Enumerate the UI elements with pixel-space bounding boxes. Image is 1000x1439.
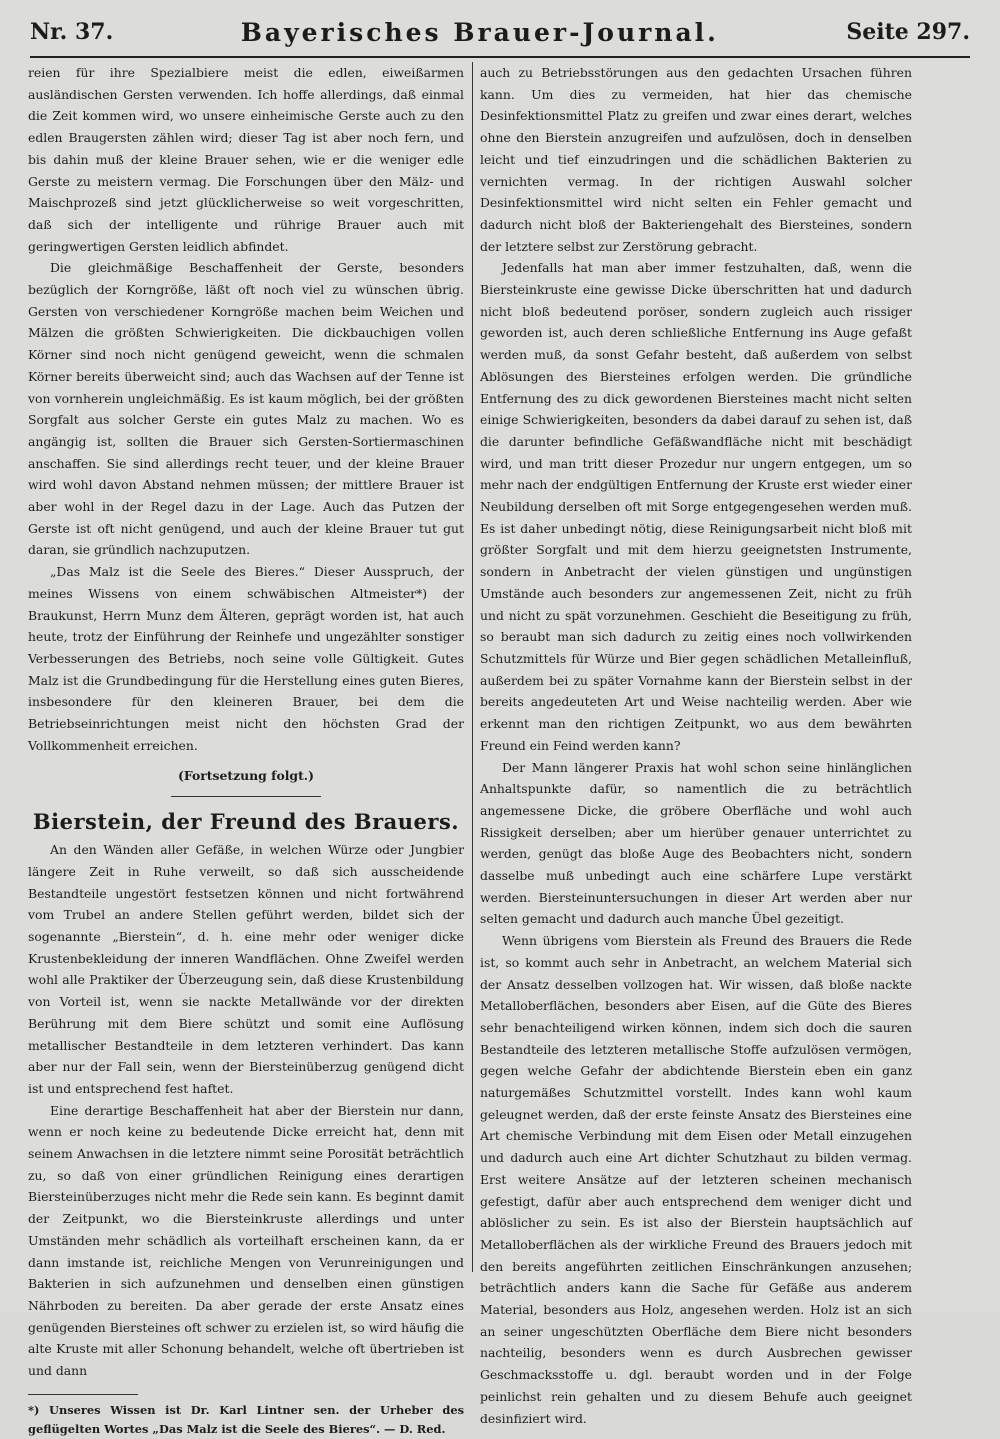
article-title: Bierstein, der Freund des Brauers. [32,809,460,835]
right-column [480,62,912,1426]
footnote-rule [28,1394,138,1395]
header-rule [30,56,970,58]
paragraph: Wenn übrigens vom Bierstein als Freund des Brauers die Rede ist, so kommt auch sehr in Anbetracht, an welchem Material sich der Ansatz desselben vollzogen hat. Wir wissen, daß bloße nackte Metalloberflächen, besonders aber Eisen, auf die Güte des Bieres sehr benachteiligend wirken können, indem sich doch die sauren Bestandteile des letzteren metallische Stoffe aufzulösen vermögen, gegen welche Gefahr der abdichtende Bierstein eben ein ganz naturgemäßes Schutzmittel vorstellt. Indes kann wohl kaum geleugnet werden, daß der erste feinste Ansatz des Biersteines eine Art chemische Verbindung mit dem Eisen oder Metall einzugehen und dadurch auch eine Art dichter Schutzhaut zu bilden vermag. Erst weitere Ansätze auf der letzteren scheinen mechanisch gefestigt, dafür aber auch entsprechend dem weniger dicht und ablöslicher zu sein. Es ist also der Bierstein hauptsächlich auf Metalloberflächen als der wirkliche Freund des Brauers jedoch mit den bereits angeführten zeitlichen Einschränkungen anzusehen; beträchtlich anders kann die Sache für Gefäße aus anderem Material, besonders aus Holz, angesehen werden. Holz ist an sich an seiner ungeschützten Oberfläche dem Biere nicht besonders nachteilig, besonders wenn es durch Ausbrechen gewisser Geschmacksstoffe u. dgl. beraubt worden und in der Folge peinlichst rein gehalten und zu diesem Behufe auch geeignet desinfiziert wird. [480,933,912,1426]
paragraph: Der Mann längerer Praxis hat wohl schon seine hinlänglichen Anhaltspunkte dafür, so namentlich die zu beträchtlich angemessene Dicke, die gröbere Oberfläche und wohl auch Rissigkeit derselben; aber um hierüber genauer unterrichtet zu werden, genügt das bloße Auge des Beobachters nicht, sondern dasselbe muß unbedingt auch eine schärfere Lupe verstärkt werden. Biersteinuntersuchungen in dieser Art werden aber nur selten gemacht und dadurch auch manche Übel gezeitigt. [480,759,912,927]
journal-title: Bayerisches Brauer-Journal. [240,17,719,47]
paragraph: auch zu Betriebsstörungen aus den gedachten Ursachen führen kann. Um dies zu vermeiden, hat hier das chemische Desinfektionsmittel Platz zu greifen und zwar eines derart, welches ohne den Bierstein anzugreifen und aufzulösen, doch in denselben leicht und tief einzudringen und die schädlichen Bakterien zu vernichten vermag. In der richtigen Auswahl solcher Desinfektionsmittel wird nicht selten ein Fehler gemacht und dadurch nicht bloß der Bakteriengehalt des Biersteines, sondern der letztere selbst zur Zerstörung gebracht. [480,65,912,254]
left-column [28,62,464,1436]
footnote: *) Unseres Wissen ist Dr. Karl Lintner sen. der Urheber des geflügelten Wortes „Das Malz ist die Seele des Bieres“. — D. Red. [28,1402,464,1436]
column-divider [472,62,473,1272]
continued-note: (Fortsetzung folgt.) [178,767,314,783]
paragraph: reien für ihre Spezialbiere meist die edlen, eiweißarmen ausländischen Gersten verwenden. Ich hoffe allerdings, daß einmal die Zeit kommen wird, wo unsere einheimische Gerste auch zu den edlen Braugersten zählen wird; dieser Tag ist aber noch fern, und bis dahin muß der kleine Brauer sehen, wie er die weniger edle Gerste zu meistern vermag. Die Forschungen über den Mälz- und Maischprozeß sind jetzt glücklicherweise so weit vorgeschritten, daß sich der intelligente und rührige Brauer auch mit geringwertigen Gersten leidlich abfindet. [28,65,464,254]
paragraph: Jedenfalls hat man aber immer festzuhalten, daß, wenn die Biersteinkruste eine gewisse Dicke überschritten hat und dadurch nicht bloß bedeutend poröser, sondern zugleich auch rissiger geworden ist, auch deren schließliche Entfernung ins Auge gefaßt werden muß, da sonst Gefahr besteht, daß außerdem von selbst Ablösungen des Biersteines erfolgen werden. Die gründliche Entfernung des zu dick gewordenen Biersteines macht nicht selten einige Schwierigkeiten, besonders da dabei darauf zu sehen ist, daß die darunter befindliche Gefäßwandfläche nicht mit beschädigt wird, und man tritt dieser Prozedur nur ungern entgegen, um so mehr nach der endgültigen Entfernung der Kruste erst wieder einer Neubildung derselben oft mit Sorge entgegengesehen werden muß. Es ist daher unbedingt nötig, diese Reinigungsarbeit nicht bloß mit größter Sorgfalt und mit dem hierzu geeignetsten Instrumente, sondern in Anbetracht der vielen günstigen und ungünstigen Umstände auch besonders zur angemessenen Zeit, nicht zu früh und nicht zu spät vorzunehmen. Geschieht die Beseitigung zu früh, so beraubt man sich dadurch zu zeitig eines noch vollwirkenden Schutzmittels für Würze und Bier gegen schädlichen Metalleinfluß, außerdem bei zu später Vornahme kann der Bierstein selbst in der bereits angedeuteten Art und Weise nachteilig werden. Aber wie erkennt man den richtigen Zeitpunkt, wo aus dem bewährten Freund ein Feind werden kann? [480,260,912,753]
section-divider [171,796,321,797]
paragraph: Eine derartige Beschaffenheit hat aber der Bierstein nur dann, wenn er noch keine zu bedeutende Dicke erreicht hat, denn mit seinem Anwachsen in die letztere nimmt seine Porosität beträchtlich zu, so daß von einer gründlichen Reinigung eines derartigen Biersteinüberzuges nicht mehr die Rede sein kann. Es beginnt damit der Zeitpunkt, wo die Biersteinkruste allerdings und unter Umständen mehr schädlich als vorteilhaft erscheinen kann, da er dann imstande ist, reichliche Mengen von Verunreinigungen und Bakterien in sich aufzunehmen und denselben einen günstigen Nährboden zu bereiten. Da aber gerade der erste Ansatz eines genügenden Biersteines oft schwer zu erzielen ist, so wird häufig die alte Kruste mit aller Schonung behandelt, welche oft übertrieben ist und dann [28,1102,464,1379]
page-number: Seite 297. [846,19,970,45]
issue-number: Nr. 37. [30,19,114,45]
page-header [30,12,970,52]
paragraph: Die gleichmäßige Beschaffenheit der Gerste, besonders bezüglich der Korngröße, läßt oft noch viel zu wünschen übrig. Gersten von verschiedener Korngröße machen beim Weichen und Mälzen die größten Schwierigkeiten. Die dickbauchigen vollen Körner sind noch nicht genügend geweicht, wenn die schmalen Körner bereits überweicht sind; auch das Wachsen auf der Tenne ist von vornherein ungleichmäßig. Es ist kaum möglich, bei der größten Sorgfalt aus solcher Gerste ein gutes Malz zu machen. Wo es angängig ist, sollten die Brauer sich Gersten-Sortiermaschinen anschaffen. Sie sind allerdings recht teuer, und der kleine Brauer wird wohl davon Abstand nehmen müssen; der mittlere Brauer ist aber wohl in der Regel dazu in der Lage. Auch das Putzen der Gerste ist oft nicht genügend, und auch der kleine Brauer tut gut daran, sie gründlich nachzuputzen. [28,260,464,558]
paragraph: An den Wänden aller Gefäße, in welchen Würze oder Jungbier längere Zeit in Ruhe verweilt, so daß sich ausscheidende Bestandteile ungestört festsetzen können und nicht fortwährend vom Trubel an andere Stellen geführt werden, bildet sich der sogenannte „Bierstein“, d. h. eine mehr oder weniger dicke Krustenbekleidung der inneren Wandflächen. Ohne Zweifel werden wohl alle Praktiker der Überzeugung sein, daß diese Krustenbildung von Vorteil ist, wenn sie nackte Metallwände vor der direkten Berührung mit dem Biere schützt und somit eine Auflösung metallischer Bestandteile in dem letzteren verhindert. Das kann aber nur der Fall sein, wenn der Biersteinüberzug genügend dicht ist und entsprechend fest haftet. [28,842,464,1096]
paragraph: „Das Malz ist die Seele des Bieres.“ Dieser Ausspruch, der meines Wissens von einem schwäbischen Altmeister*) der Braukunst, Herrn Munz dem Älteren, geprägt worden ist, hat auch heute, trotz der Einführung der Reinhefe und ungezählter sonstiger Verbesserungen des Betriebs, noch seine volle Gültigkeit. Gutes Malz ist die Grundbedingung für die Herstellung eines guten Bieres, insbesondere für den kleineren Brauer, bei dem die Betriebseinrichtungen meist nicht den höchsten Grad der Vollkommenheit erreichen. [28,564,464,753]
